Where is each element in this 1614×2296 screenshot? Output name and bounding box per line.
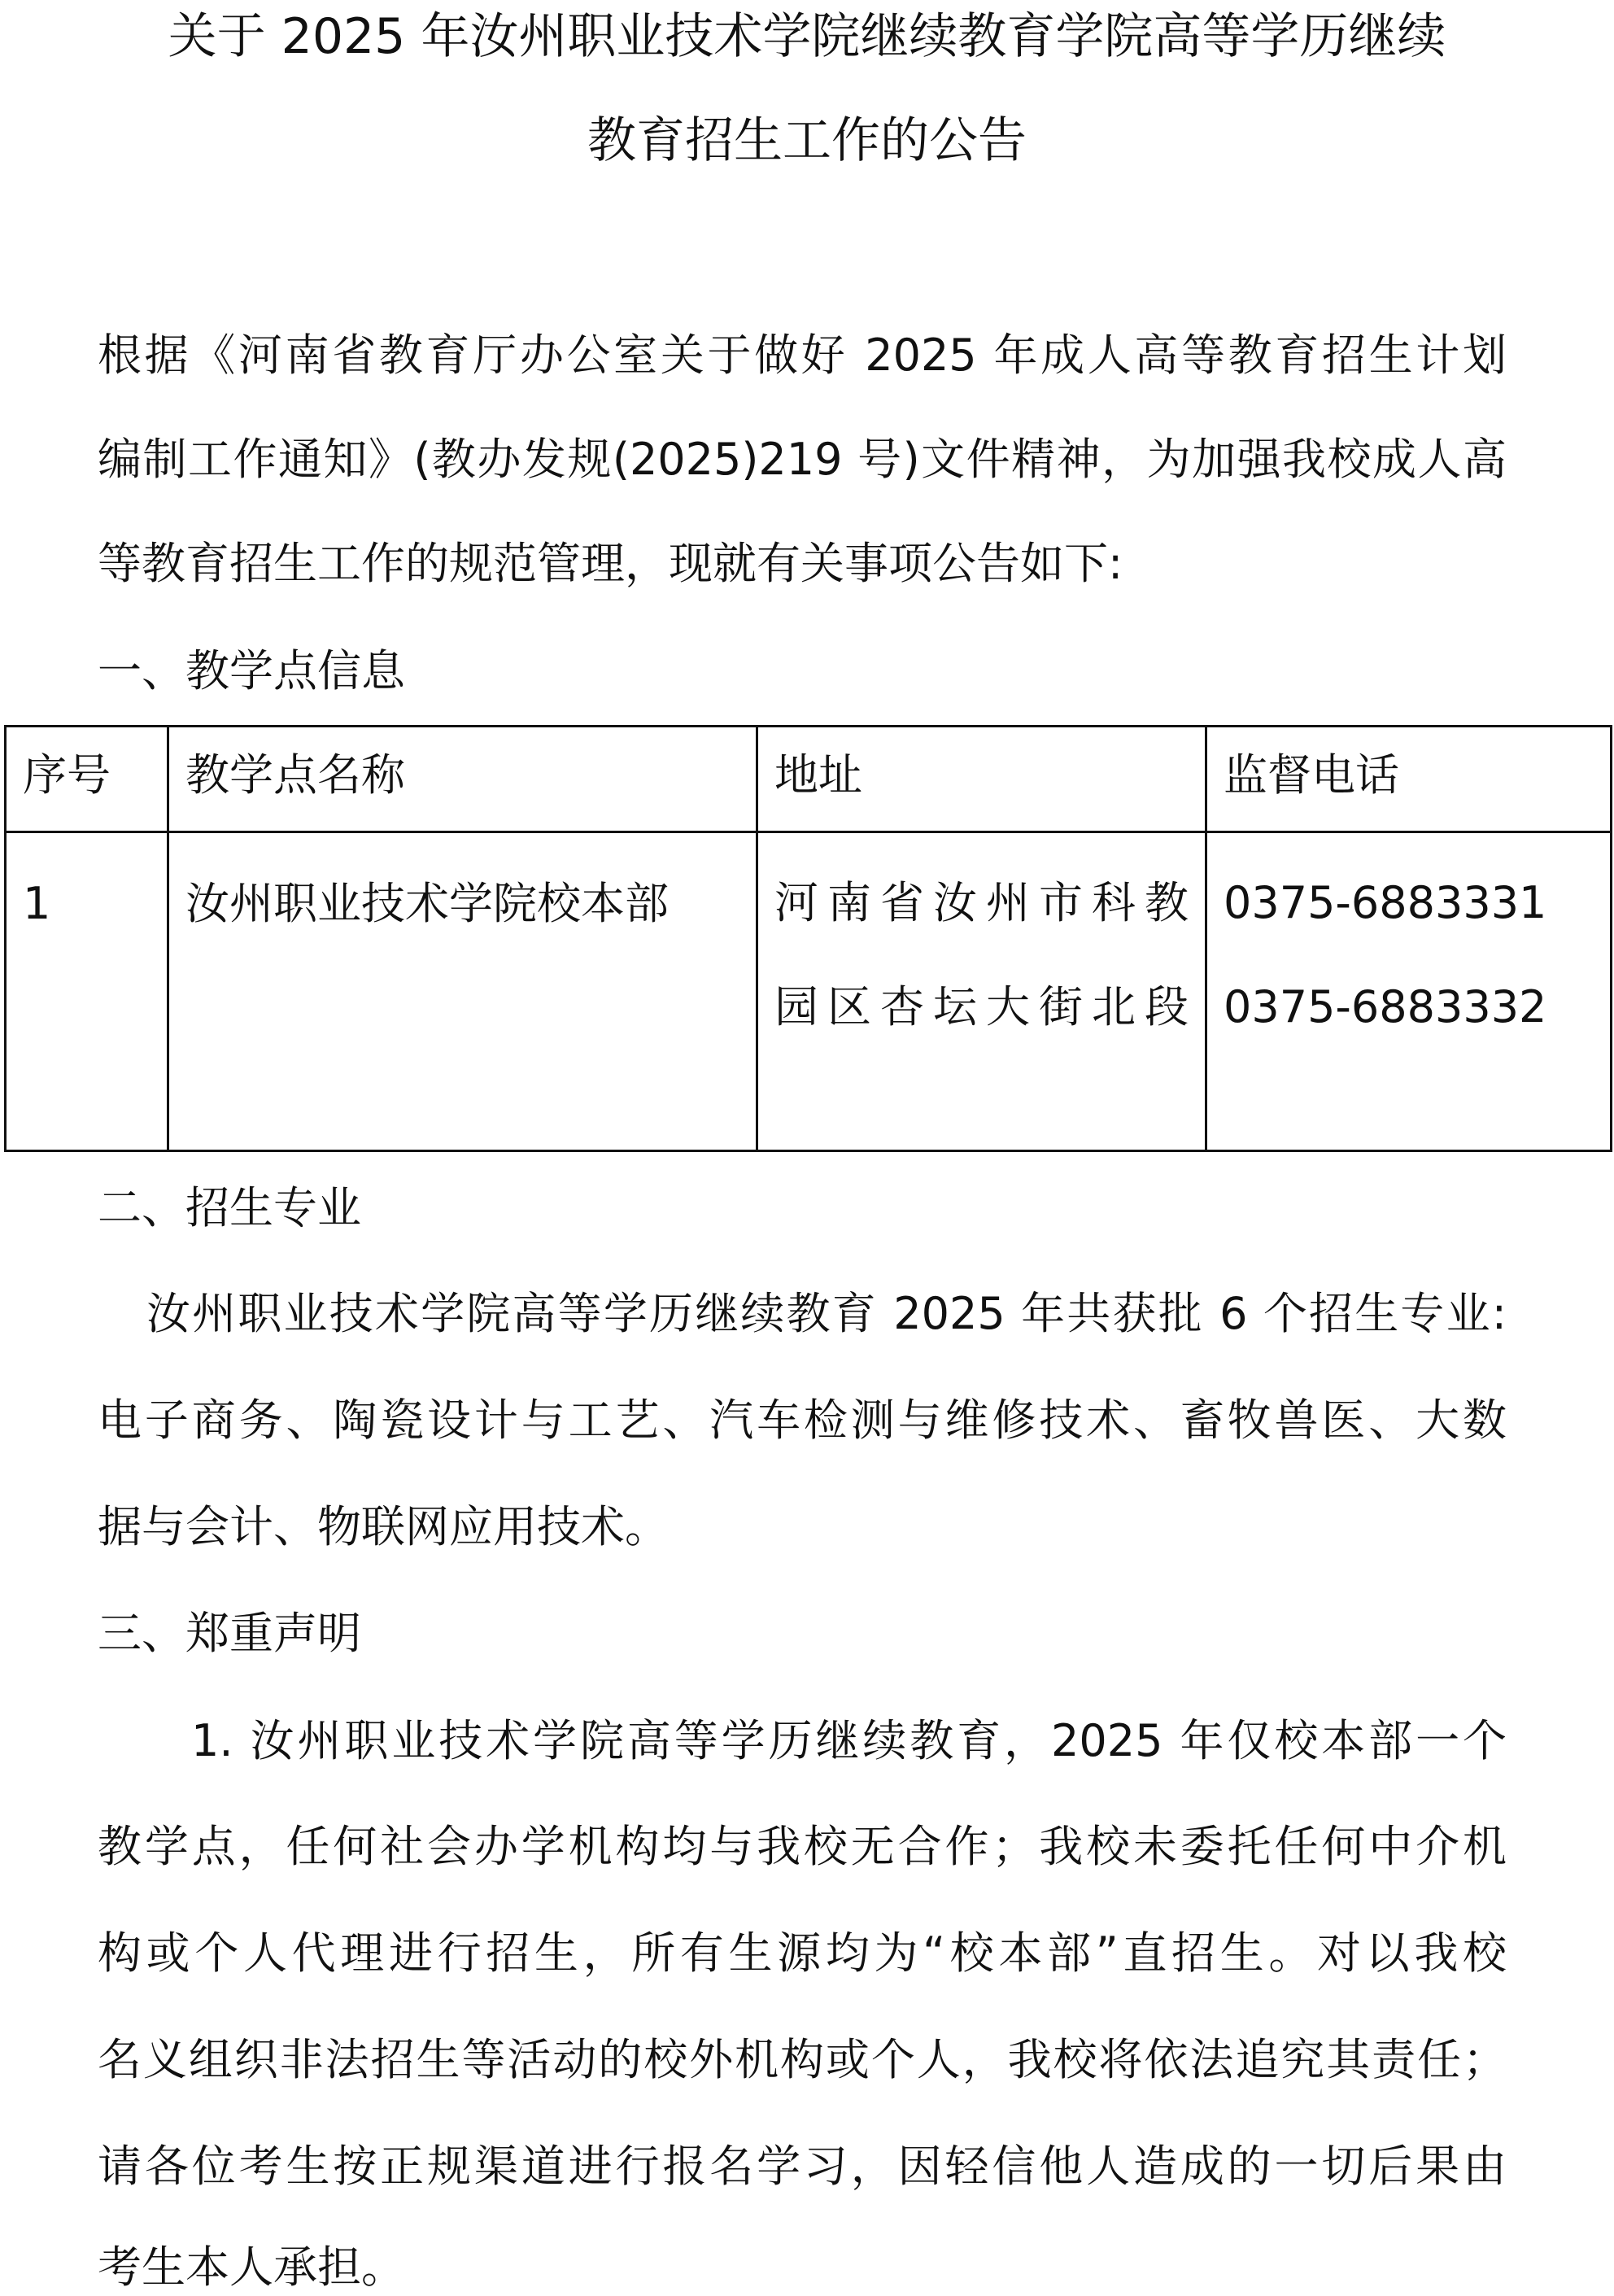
section-2-heading: 二、招生专业 xyxy=(98,1182,361,1233)
section-1-heading: 一、教学点信息 xyxy=(98,645,405,696)
document-title-line-2: 教育招生工作的公告 xyxy=(587,112,1027,169)
address-line-2: 园区杏坛大街北段 xyxy=(774,981,1189,1032)
row-address xyxy=(757,832,1206,1151)
section-3-line-1: 1. 汝州职业技术学院高等学历继续教育，2025 年仅校本部一个 xyxy=(191,1715,1507,1766)
intro-line-3: 等教育招生工作的规范管理，现就有关事项公告如下: xyxy=(98,538,1123,589)
table-header-row xyxy=(6,727,1612,832)
section-2-line-1: 汝州职业技术学院高等学历继续教育 2025 年共获批 6 个招生专业: xyxy=(146,1288,1507,1339)
header-address: 地址 xyxy=(757,727,1206,832)
row-index: 1 xyxy=(6,832,168,1151)
section-2-line-2: 电子商务、陶瓷设计与工艺、汽车检测与维修技术、畜牧兽医、大数 xyxy=(98,1395,1507,1446)
phone-1: 0375-6883331 xyxy=(1224,877,1547,928)
teaching-site-table xyxy=(4,725,1610,1150)
section-3-line-5: 请各位考生按正规渠道进行报名学习，因轻信他人造成的一切后果由 xyxy=(98,2141,1507,2192)
phone-2: 0375-6883332 xyxy=(1224,981,1547,1032)
row-site-name: 汝州职业技术学院校本部 xyxy=(168,832,757,1151)
section-2-line-3: 据与会计、物联网应用技术。 xyxy=(98,1501,669,1552)
section-3-heading: 三、郑重声明 xyxy=(98,1608,361,1659)
intro-line-2: 编制工作通知》(教办发规(2025)219 号)文件精神，为加强我校成人高 xyxy=(98,434,1507,485)
address-line-1: 河南省汝州市科教 xyxy=(774,877,1189,928)
section-3-line-6: 考生本人承担。 xyxy=(98,2241,405,2293)
intro-line-1: 根据《河南省教育厅办公室关于做好 2025 年成人高等教育招生计划 xyxy=(98,330,1507,381)
section-3-line-2: 教学点，任何社会办学机构均与我校无合作；我校未委托任何中介机 xyxy=(98,1821,1507,1872)
header-index: 序号 xyxy=(6,727,168,832)
row-phone xyxy=(1206,832,1612,1151)
header-site-name: 教学点名称 xyxy=(168,727,757,832)
document-title-line-1: 关于 2025 年汝州职业技术学院继续教育学院高等学历继续 xyxy=(168,8,1446,65)
header-phone: 监督电话 xyxy=(1206,727,1612,832)
table-row xyxy=(6,832,1612,1151)
section-3-line-3: 构或个人代理进行招生，所有生源均为“校本部”直招生。对以我校 xyxy=(98,1927,1507,1979)
section-3-line-4: 名义组织非法招生等活动的校外机构或个人，我校将依法追究其责任； xyxy=(98,2034,1507,2085)
